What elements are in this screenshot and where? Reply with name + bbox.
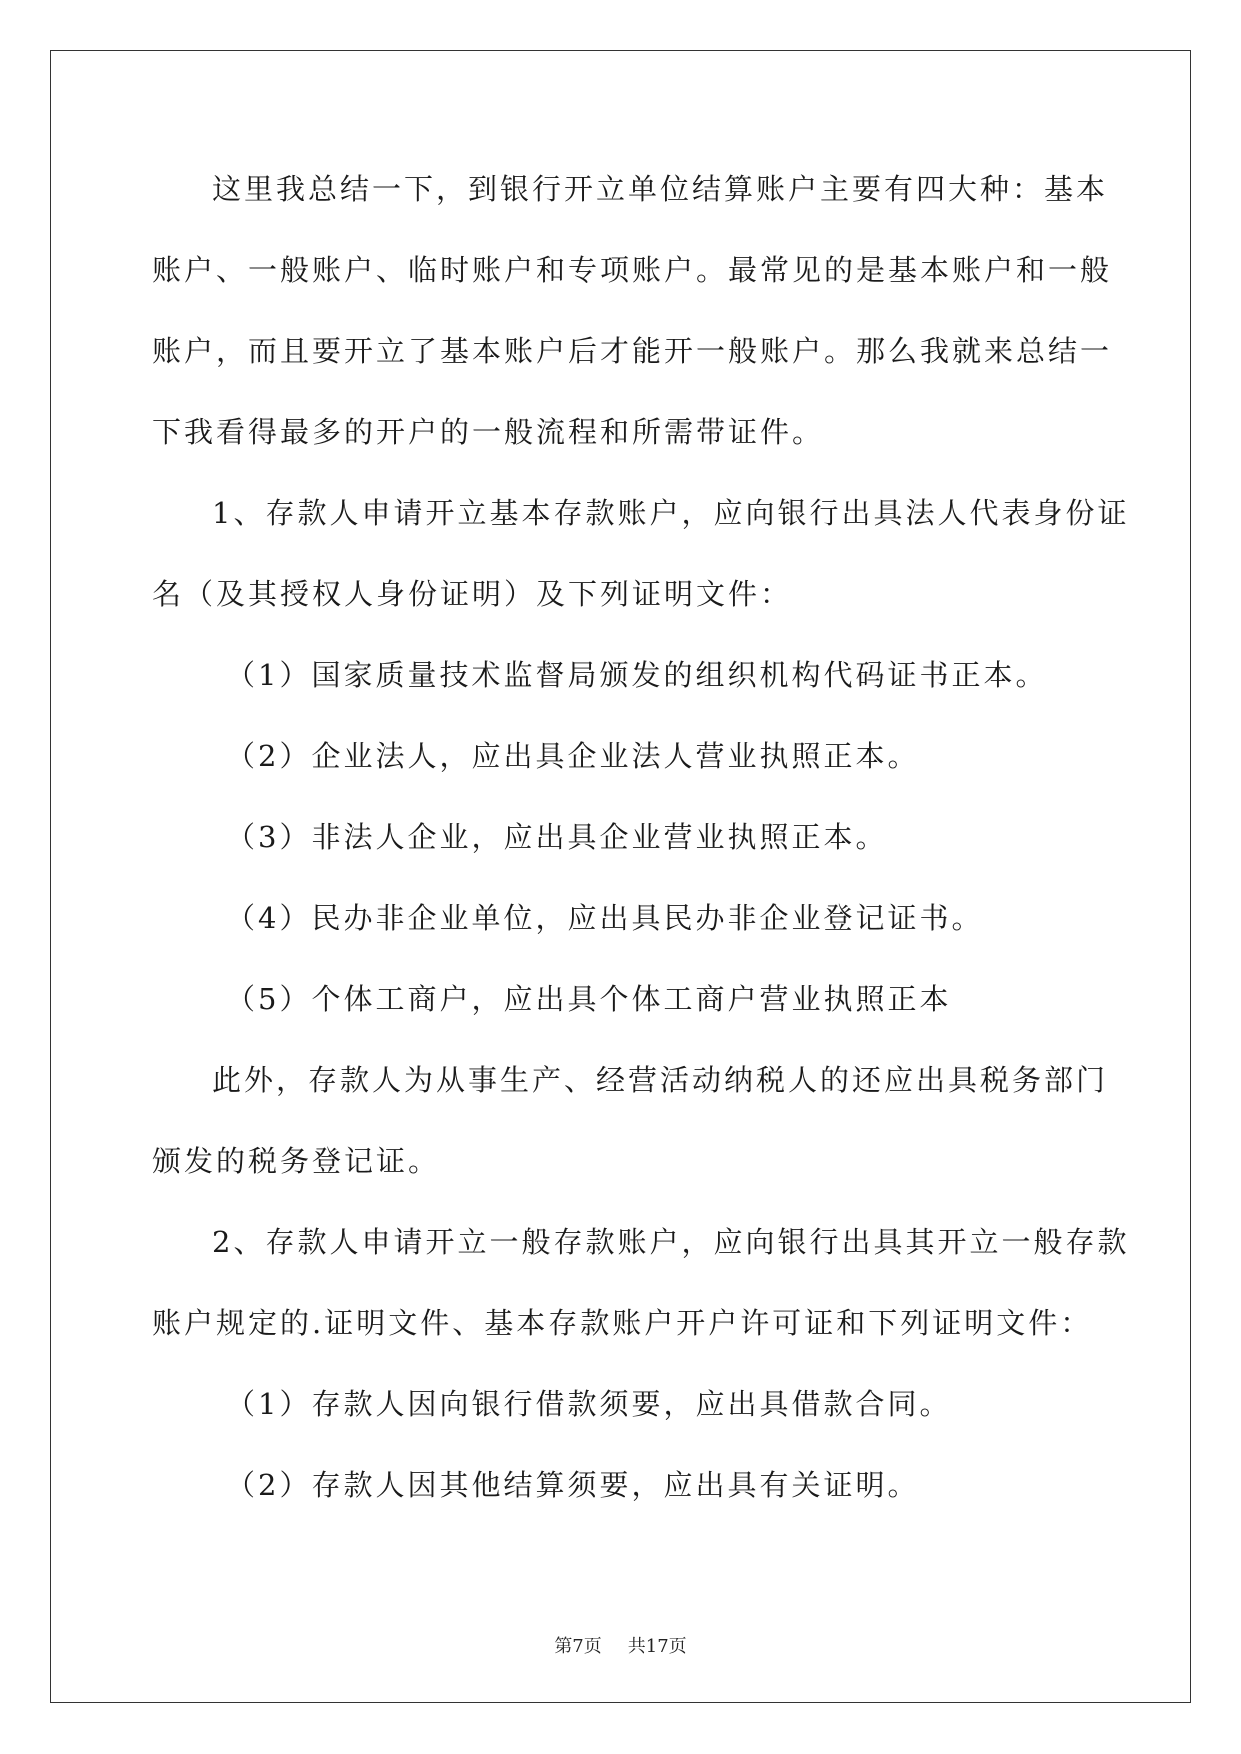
list-item: （1）存款人因向银行借款须要，应出具借款合同。 — [226, 1387, 952, 1421]
list-item: （1）国家质量技术监督局颁发的组织机构代码证书正本。 — [226, 658, 1048, 692]
list-item: （2）存款人因其他结算须要，应出具有关证明。 — [226, 1468, 920, 1502]
paragraph-line: 1、存款人申请开立基本存款账户，应向银行出具法人代表身份证 — [212, 496, 1130, 530]
paragraph-line: 此外，存款人为从事生产、经营活动纳税人的还应出具税务部门 — [212, 1063, 1109, 1097]
list-item: （3）非法人企业，应出具企业营业执照正本。 — [226, 820, 888, 854]
list-item: （4）民办非企业单位，应出具民办非企业登记证书。 — [226, 901, 984, 935]
paragraph-line: 账户，而且要开立了基本账户后才能开一般账户。那么我就来总结一 — [152, 334, 1113, 368]
page-total: 共17页 — [627, 1636, 687, 1657]
paragraph-line: 账户规定的.证明文件、基本存款账户开户许可证和下列证明文件： — [152, 1306, 1093, 1340]
page-footer — [0, 1632, 1241, 1658]
paragraph-line: 下我看得最多的开户的一般流程和所需带证件。 — [152, 415, 825, 449]
paragraph-line: 名（及其授权人身份证明）及下列证明文件： — [152, 577, 793, 611]
paragraph-line: 账户、一般账户、临时账户和专项账户。最常见的是基本账户和一般 — [152, 253, 1113, 287]
page-number: 第7页 — [554, 1636, 602, 1657]
list-item: （5）个体工商户，应出具个体工商户营业执照正本 — [226, 982, 952, 1016]
paragraph-line: 颁发的税务登记证。 — [152, 1144, 441, 1178]
list-item: （2）企业法人，应出具企业法人营业执照正本。 — [226, 739, 920, 773]
paragraph-line: 2、存款人申请开立一般存款账户，应向银行出具其开立一般存款 — [212, 1225, 1130, 1259]
document-body — [152, 160, 1130, 1537]
paragraph-line: 这里我总结一下，到银行开立单位结算账户主要有四大种：基本 — [212, 172, 1109, 206]
